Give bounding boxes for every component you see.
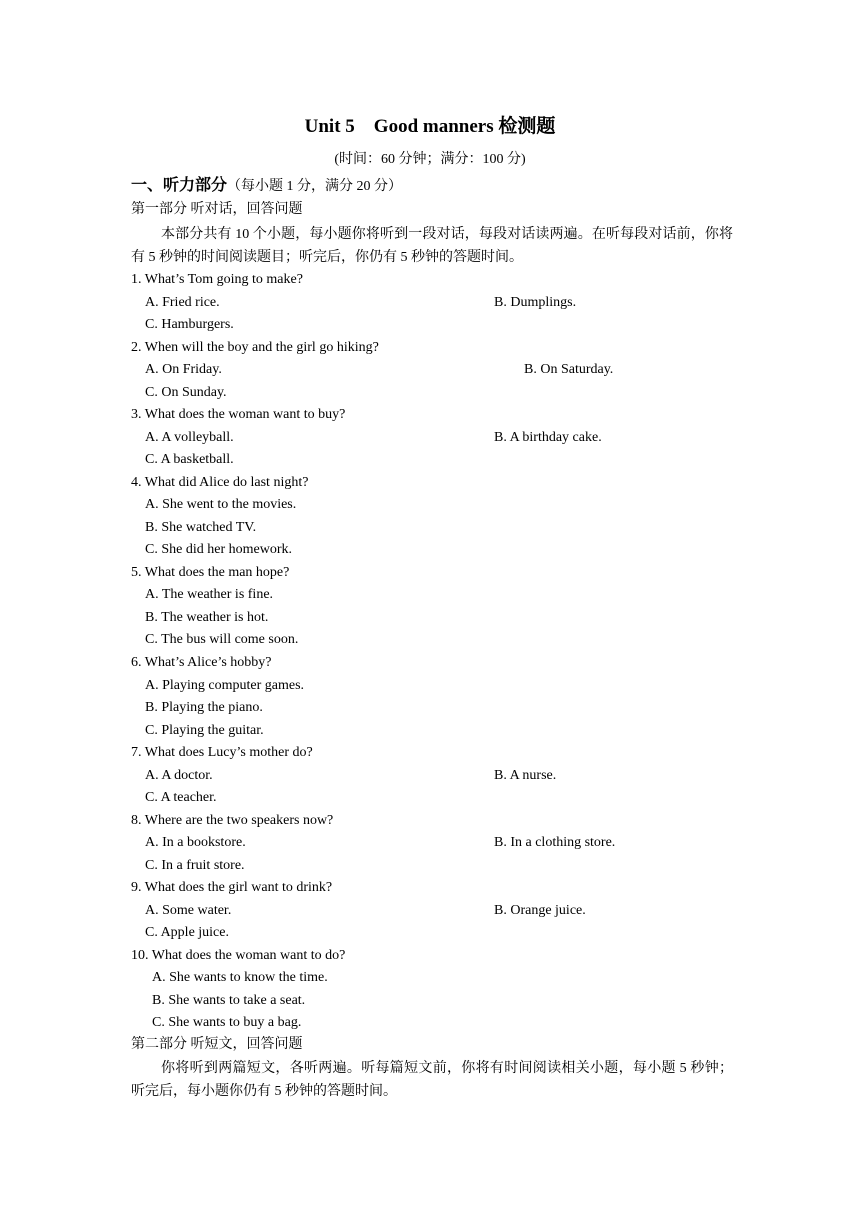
part1-title: 第一部分 听对话，回答问题 xyxy=(131,202,303,217)
option-a: A. Playing computer games. xyxy=(145,678,305,693)
option-b: B. Dumplings. xyxy=(494,295,577,310)
section-title: 一、听力部分 xyxy=(131,177,228,194)
option-b: B. A nurse. xyxy=(494,768,557,783)
option-b: B. Playing the piano. xyxy=(145,700,263,715)
exam-time-score: (时间：60 分钟；满分：100 分) xyxy=(334,152,526,167)
section-heading xyxy=(131,175,402,198)
option-c: C. Hamburgers. xyxy=(145,317,234,332)
option-a: A. A doctor. xyxy=(145,768,213,783)
option-c: C. Playing the guitar. xyxy=(145,723,264,738)
option-b: B. Orange juice. xyxy=(494,903,586,918)
option-a: A. Fried rice. xyxy=(145,295,220,310)
option-c: C. On Sunday. xyxy=(145,385,227,400)
option-c: C. The bus will come soon. xyxy=(145,632,299,647)
question-text: 3. What does the woman want to buy? xyxy=(131,407,346,422)
part2-title: 第二部分 听短文，回答问题 xyxy=(131,1037,303,1052)
option-c: C. A basketball. xyxy=(145,452,234,467)
part1-instructions: 本部分共有 10 个小题，每小题你将听到一段对话，每段对话读两遍。在听每段对话前，你将有 5 秒钟的时间阅读题目；听完后，你仍有 5 秒钟的答题时间。 xyxy=(131,227,733,265)
option-a: A. In a bookstore. xyxy=(145,835,246,850)
option-c: C. She wants to buy a bag. xyxy=(152,1015,302,1030)
section-score-note: （每小题 1 分，满分 20 分） xyxy=(227,179,403,194)
question-text: 7. What does Lucy’s mother do? xyxy=(131,745,313,760)
option-c: C. She did her homework. xyxy=(145,542,292,557)
question-text: 8. Where are the two speakers now? xyxy=(131,813,334,828)
part2-instructions: 你将听到两篇短文，各听两遍。听每篇短文前，你将有时间阅读相关小题，每小题 5 秒钟；听完后，每小题你仍有 5 秒钟的答题时间。 xyxy=(131,1061,733,1099)
option-b: B. In a clothing store. xyxy=(494,835,616,850)
option-a: A. On Friday. xyxy=(145,362,222,377)
option-c: C. Apple juice. xyxy=(145,925,229,940)
option-c: C. A teacher. xyxy=(145,790,217,805)
option-b: B. She wants to take a seat. xyxy=(152,993,306,1008)
option-a: A. She went to the movies. xyxy=(145,497,297,512)
question-text: 10. What does the woman want to do? xyxy=(131,948,346,963)
page-title: Unit 5 Good manners 检测题 xyxy=(304,116,556,137)
question-text: 5. What does the man hope? xyxy=(131,565,290,580)
option-b: B. A birthday cake. xyxy=(494,430,602,445)
question-text: 2. When will the boy and the girl go hiking? xyxy=(131,340,379,355)
option-a: A. She wants to know the time. xyxy=(152,970,328,985)
question-text: 6. What’s Alice’s hobby? xyxy=(131,655,272,670)
option-c: C. In a fruit store. xyxy=(145,858,245,873)
option-b: B. On Saturday. xyxy=(524,362,614,377)
question-text: 9. What does the girl want to drink? xyxy=(131,880,333,895)
option-a: A. A volleyball. xyxy=(145,430,234,445)
question-text: 1. What’s Tom going to make? xyxy=(131,272,303,287)
question-text: 4. What did Alice do last night? xyxy=(131,475,309,490)
option-b: B. She watched TV. xyxy=(145,520,257,535)
option-b: B. The weather is hot. xyxy=(145,610,269,625)
option-a: A. Some water. xyxy=(145,903,232,918)
option-a: A. The weather is fine. xyxy=(145,587,274,602)
